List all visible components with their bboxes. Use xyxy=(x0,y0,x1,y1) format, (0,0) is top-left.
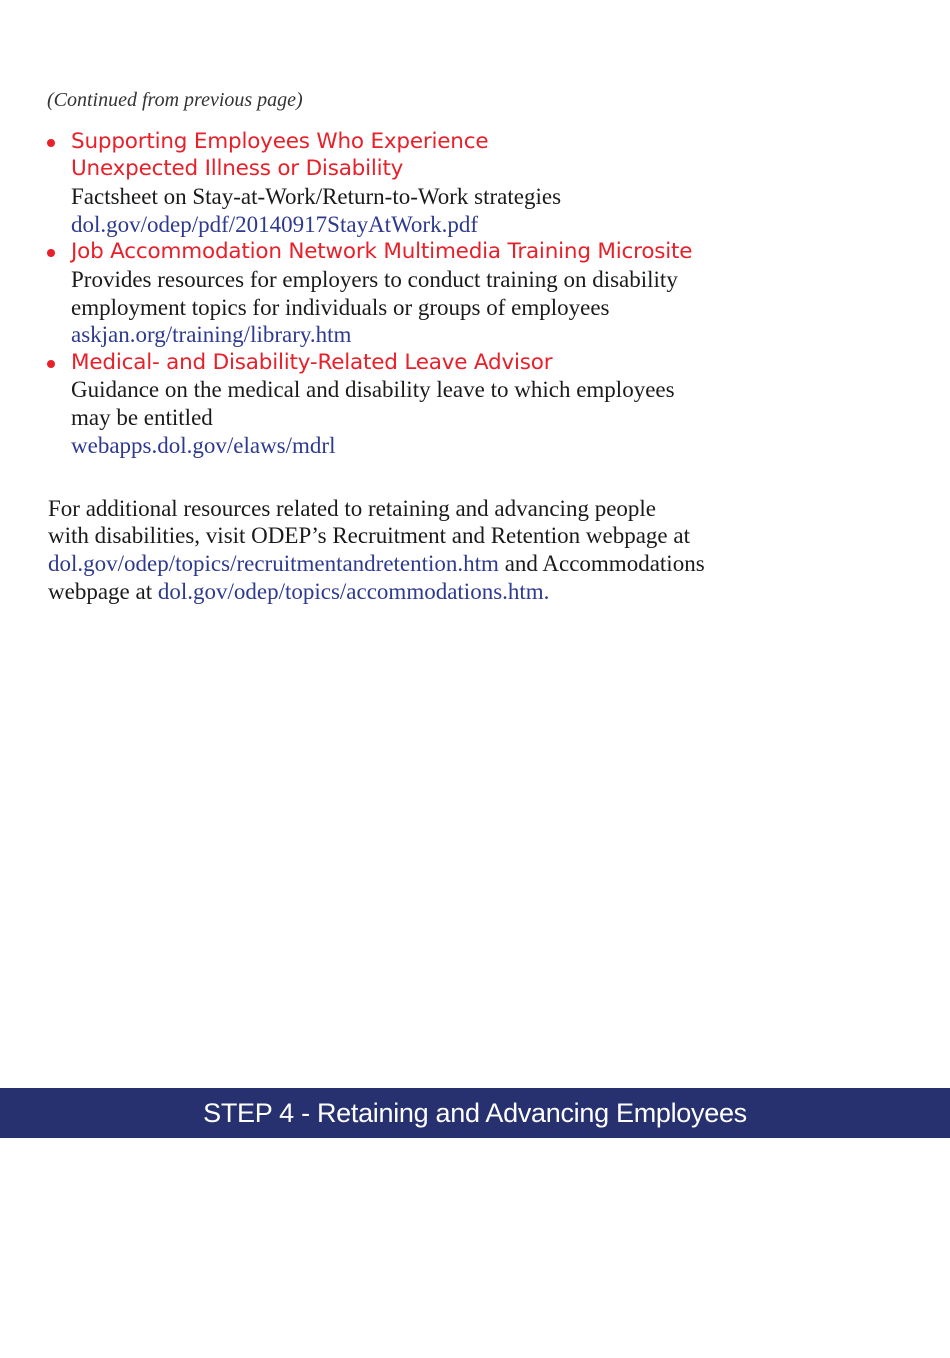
bullet-icon xyxy=(47,360,55,368)
resource-title: Medical- and Disability-Related Leave Advisor xyxy=(71,350,553,375)
recruitment-retention-link[interactable]: dol.gov/odep/topics/recruitmentandretention.htm xyxy=(48,551,499,576)
paragraph-text: and Accommodations xyxy=(498,551,705,576)
paragraph-line: For additional resources related to retaining and advancing people xyxy=(48,496,657,521)
paragraph-line: with disabilities, visit ODEP’s Recruitment and Retention webpage at xyxy=(48,523,690,548)
resource-title: Unexpected Illness or Disability xyxy=(71,156,404,181)
footer-banner: STEP 4 - Retaining and Advancing Employees xyxy=(0,1088,950,1138)
resource-link[interactable]: dol.gov/odep/pdf/20140917StayAtWork.pdf xyxy=(71,212,479,237)
resource-title: Job Accommodation Network Multimedia Training Microsite xyxy=(71,239,693,264)
resource-link[interactable]: askjan.org/training/library.htm xyxy=(71,322,352,347)
accommodations-link[interactable]: dol.gov/odep/topics/accommodations.htm. xyxy=(157,579,550,604)
resource-description: Provides resources for employers to conduct training on disability xyxy=(71,267,678,292)
resource-title: Supporting Employees Who Experience xyxy=(71,129,489,154)
paragraph-line xyxy=(48,550,705,578)
paragraph-line xyxy=(48,578,549,606)
bullet-icon xyxy=(47,249,55,257)
bullet-icon xyxy=(47,139,55,147)
resource-link[interactable]: webapps.dol.gov/elaws/mdrl xyxy=(71,433,336,458)
resource-description: Guidance on the medical and disability leave to which employees xyxy=(71,377,675,402)
resource-description: Factsheet on Stay-at-Work/Return-to-Work strategies xyxy=(71,184,562,209)
paragraph-text: webpage at xyxy=(48,579,158,604)
resource-description: may be entitled xyxy=(71,405,213,430)
continued-note: (Continued from previous page) xyxy=(47,89,303,111)
resource-description: employment topics for individuals or groups of employees xyxy=(71,295,610,320)
